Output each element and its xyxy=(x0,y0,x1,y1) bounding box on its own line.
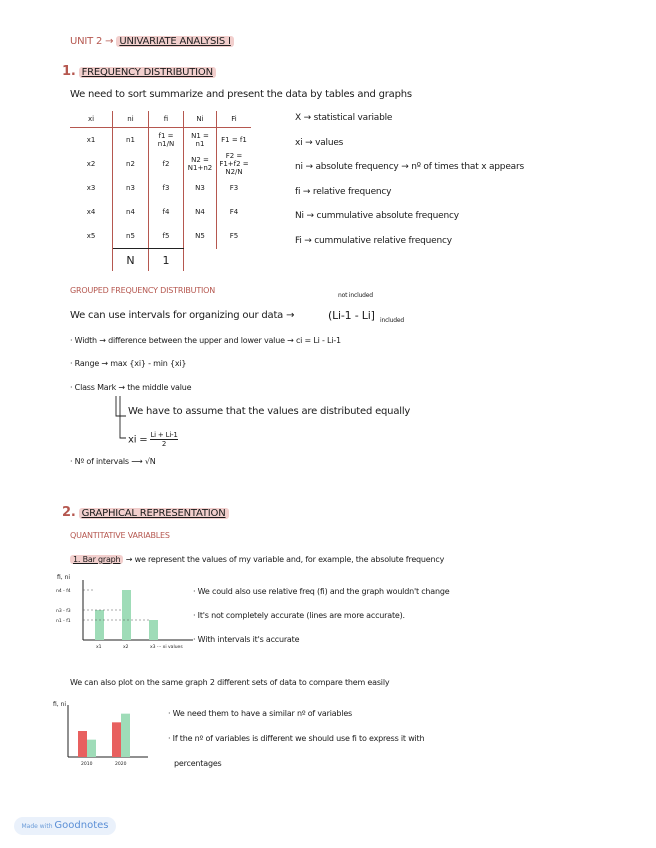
table-cell: x1 xyxy=(70,128,113,153)
bullet-item: · With intervals it's accurate xyxy=(193,635,300,644)
bullet-item: · We need them to have a similar nº of variables xyxy=(168,709,353,718)
table-cell: 1 xyxy=(149,249,184,272)
table-row xyxy=(70,128,251,153)
table-cell: x5 xyxy=(70,224,113,249)
table-cell: f1 = n1/N xyxy=(149,128,184,153)
bar xyxy=(121,714,130,757)
assume-text: We have to assume that the values are distributed equally xyxy=(128,406,411,417)
y-axis-label: fi, ni xyxy=(53,701,67,708)
table-row xyxy=(70,152,251,176)
section2-title: GRAPHICAL REPRESENTATION xyxy=(79,508,229,519)
table-cell: F2 = F1+f2 = N2/N xyxy=(219,152,249,176)
table-header-cell: ni xyxy=(113,111,149,128)
bar-graph-label: 1. Bar graph xyxy=(70,555,123,564)
class-mark-formula xyxy=(128,431,178,448)
table-cell: x3 xyxy=(70,176,113,200)
included-note: included xyxy=(380,317,404,324)
table-row xyxy=(70,224,251,249)
x-tick-label: x3 ··· xi values xyxy=(150,645,183,650)
badge-prefix: Made with xyxy=(21,823,53,830)
bar xyxy=(149,620,158,640)
x-tick-label: 2010 xyxy=(81,762,93,767)
not-included-note: not included xyxy=(338,292,373,299)
arrow-line xyxy=(116,396,126,416)
table-cell: N1 = n1 xyxy=(184,128,217,153)
intervals-text: We can use intervals for organizing our data → xyxy=(70,310,295,321)
table-cell: n4 xyxy=(113,200,149,224)
table-cell: F5 xyxy=(229,232,239,241)
n-intervals-text: · Nº of intervals ⟶ √N xyxy=(70,457,156,466)
table-header-cell: xi xyxy=(70,111,113,128)
table-cell: N4 xyxy=(184,200,217,224)
table-cell: n5 xyxy=(113,224,149,249)
unit-prefix: UNIT 2 → xyxy=(70,36,114,47)
table-cell: n1 xyxy=(113,128,149,153)
bar-chart-2 xyxy=(50,695,155,773)
table-cell: n3 xyxy=(113,176,149,200)
definition-item: X → statistical variable xyxy=(295,113,393,123)
section1-number: 1. xyxy=(62,64,76,79)
table-cell xyxy=(217,249,252,272)
badge-brand: Goodnotes xyxy=(54,820,109,831)
definition-item: Ni → cummulative absolute frequency xyxy=(295,211,459,221)
table-cell: f3 xyxy=(149,176,184,200)
table-cell xyxy=(70,249,113,272)
table-cell: F4 xyxy=(229,208,239,216)
arrow-line xyxy=(120,396,126,438)
bar xyxy=(78,731,87,757)
table-totals-row xyxy=(70,249,251,272)
interval-notation: (Li-1 - Li] xyxy=(328,309,375,322)
bar-graph-bullets xyxy=(193,580,449,652)
x-tick-label: x1 xyxy=(96,645,102,650)
x-tick-label: 2020 xyxy=(115,762,127,767)
section2-heading xyxy=(62,505,229,520)
table-cell: N3 xyxy=(184,176,217,200)
y-tick-label: n3 - f3 xyxy=(56,609,71,614)
definition-item: fi → relative frequency xyxy=(295,186,392,197)
bar-graph-line xyxy=(70,555,444,564)
table-cell: x2 xyxy=(70,152,113,176)
table-cell: F1 = f1 xyxy=(221,136,247,144)
range-text: · Range → max {xi} - min {xi} xyxy=(70,359,187,368)
table-cell: f2 xyxy=(149,152,184,176)
table-header-cell: fi xyxy=(149,111,184,128)
formula-numerator: Li + Li-1 xyxy=(150,431,178,439)
table-cell: N5 xyxy=(184,224,217,249)
section2-subtitle: QUANTITATIVE VARIABLES xyxy=(70,531,170,540)
table-cell xyxy=(184,249,217,272)
unit-header xyxy=(70,36,234,47)
frequency-table xyxy=(70,111,251,271)
formula-denominator: 2 xyxy=(161,440,167,448)
table-header-cell: Fi xyxy=(217,111,252,128)
bullet-item: · If the nº of variables is different we should use fi to express it with xyxy=(168,734,425,743)
bullet-item: · We could also use relative freq (fi) and the graph wouldn't change xyxy=(193,587,450,596)
bar xyxy=(87,740,96,757)
y-tick-label: n1 - f1 xyxy=(56,619,71,624)
table-cell: x4 xyxy=(70,200,113,224)
compare-text: We can also plot on the same graph 2 different sets of data to compare them easily xyxy=(70,678,390,687)
table-cell: F3 xyxy=(229,184,239,192)
table-header-cell: Ni xyxy=(184,111,217,128)
table-cell: N2 = N1+n2 xyxy=(184,152,217,176)
bar xyxy=(95,610,104,640)
formula-lhs: xi = xyxy=(128,434,148,446)
bar xyxy=(112,722,121,757)
section1-heading xyxy=(62,64,216,79)
table-row xyxy=(70,176,251,200)
bar-chart-1 xyxy=(55,570,200,652)
x-tick-label: x2 xyxy=(123,645,129,650)
definition-item: ni → absolute frequency → nº of times that x appears xyxy=(295,162,524,172)
table-cell: f5 xyxy=(149,224,184,249)
section2-number: 2. xyxy=(62,505,76,520)
width-text: · Width → difference between the upper and lower value → ci = Li - Li-1 xyxy=(70,336,341,345)
goodnotes-badge xyxy=(14,817,116,835)
table-cell: N xyxy=(113,249,149,272)
table-header-row xyxy=(70,111,251,128)
grouped-title: GROUPED FREQUENCY DISTRIBUTION xyxy=(70,286,216,295)
formula-fraction xyxy=(150,431,177,448)
table-row xyxy=(70,200,251,224)
bar-graph-text: → we represent the values of my variable and, for example, the absolute frequency xyxy=(125,555,445,564)
bar xyxy=(122,590,131,640)
unit-title: UNIVARIATE ANALYSIS I xyxy=(116,36,233,47)
bullet-item: percentages xyxy=(174,759,222,768)
table-cell: n2 xyxy=(113,152,149,176)
definition-item: Fi → cummulative relative frequency xyxy=(295,235,452,246)
y-axis-label: fi, ni xyxy=(57,574,71,581)
section1-title: FREQUENCY DISTRIBUTION xyxy=(79,67,216,78)
definition-item: xi → values xyxy=(295,137,344,148)
y-tick-label: n4 - f4 xyxy=(56,589,71,594)
section1-intro: We need to sort summarize and present the data by tables and graphs xyxy=(70,89,412,100)
class-mark-text: · Class Mark → the middle value xyxy=(70,383,192,392)
compare-bullets xyxy=(168,701,424,776)
bullet-item: · It's not completely accurate (lines are more accurate). xyxy=(193,611,405,620)
table-cell: f4 xyxy=(149,200,184,224)
definitions-list xyxy=(295,113,524,260)
